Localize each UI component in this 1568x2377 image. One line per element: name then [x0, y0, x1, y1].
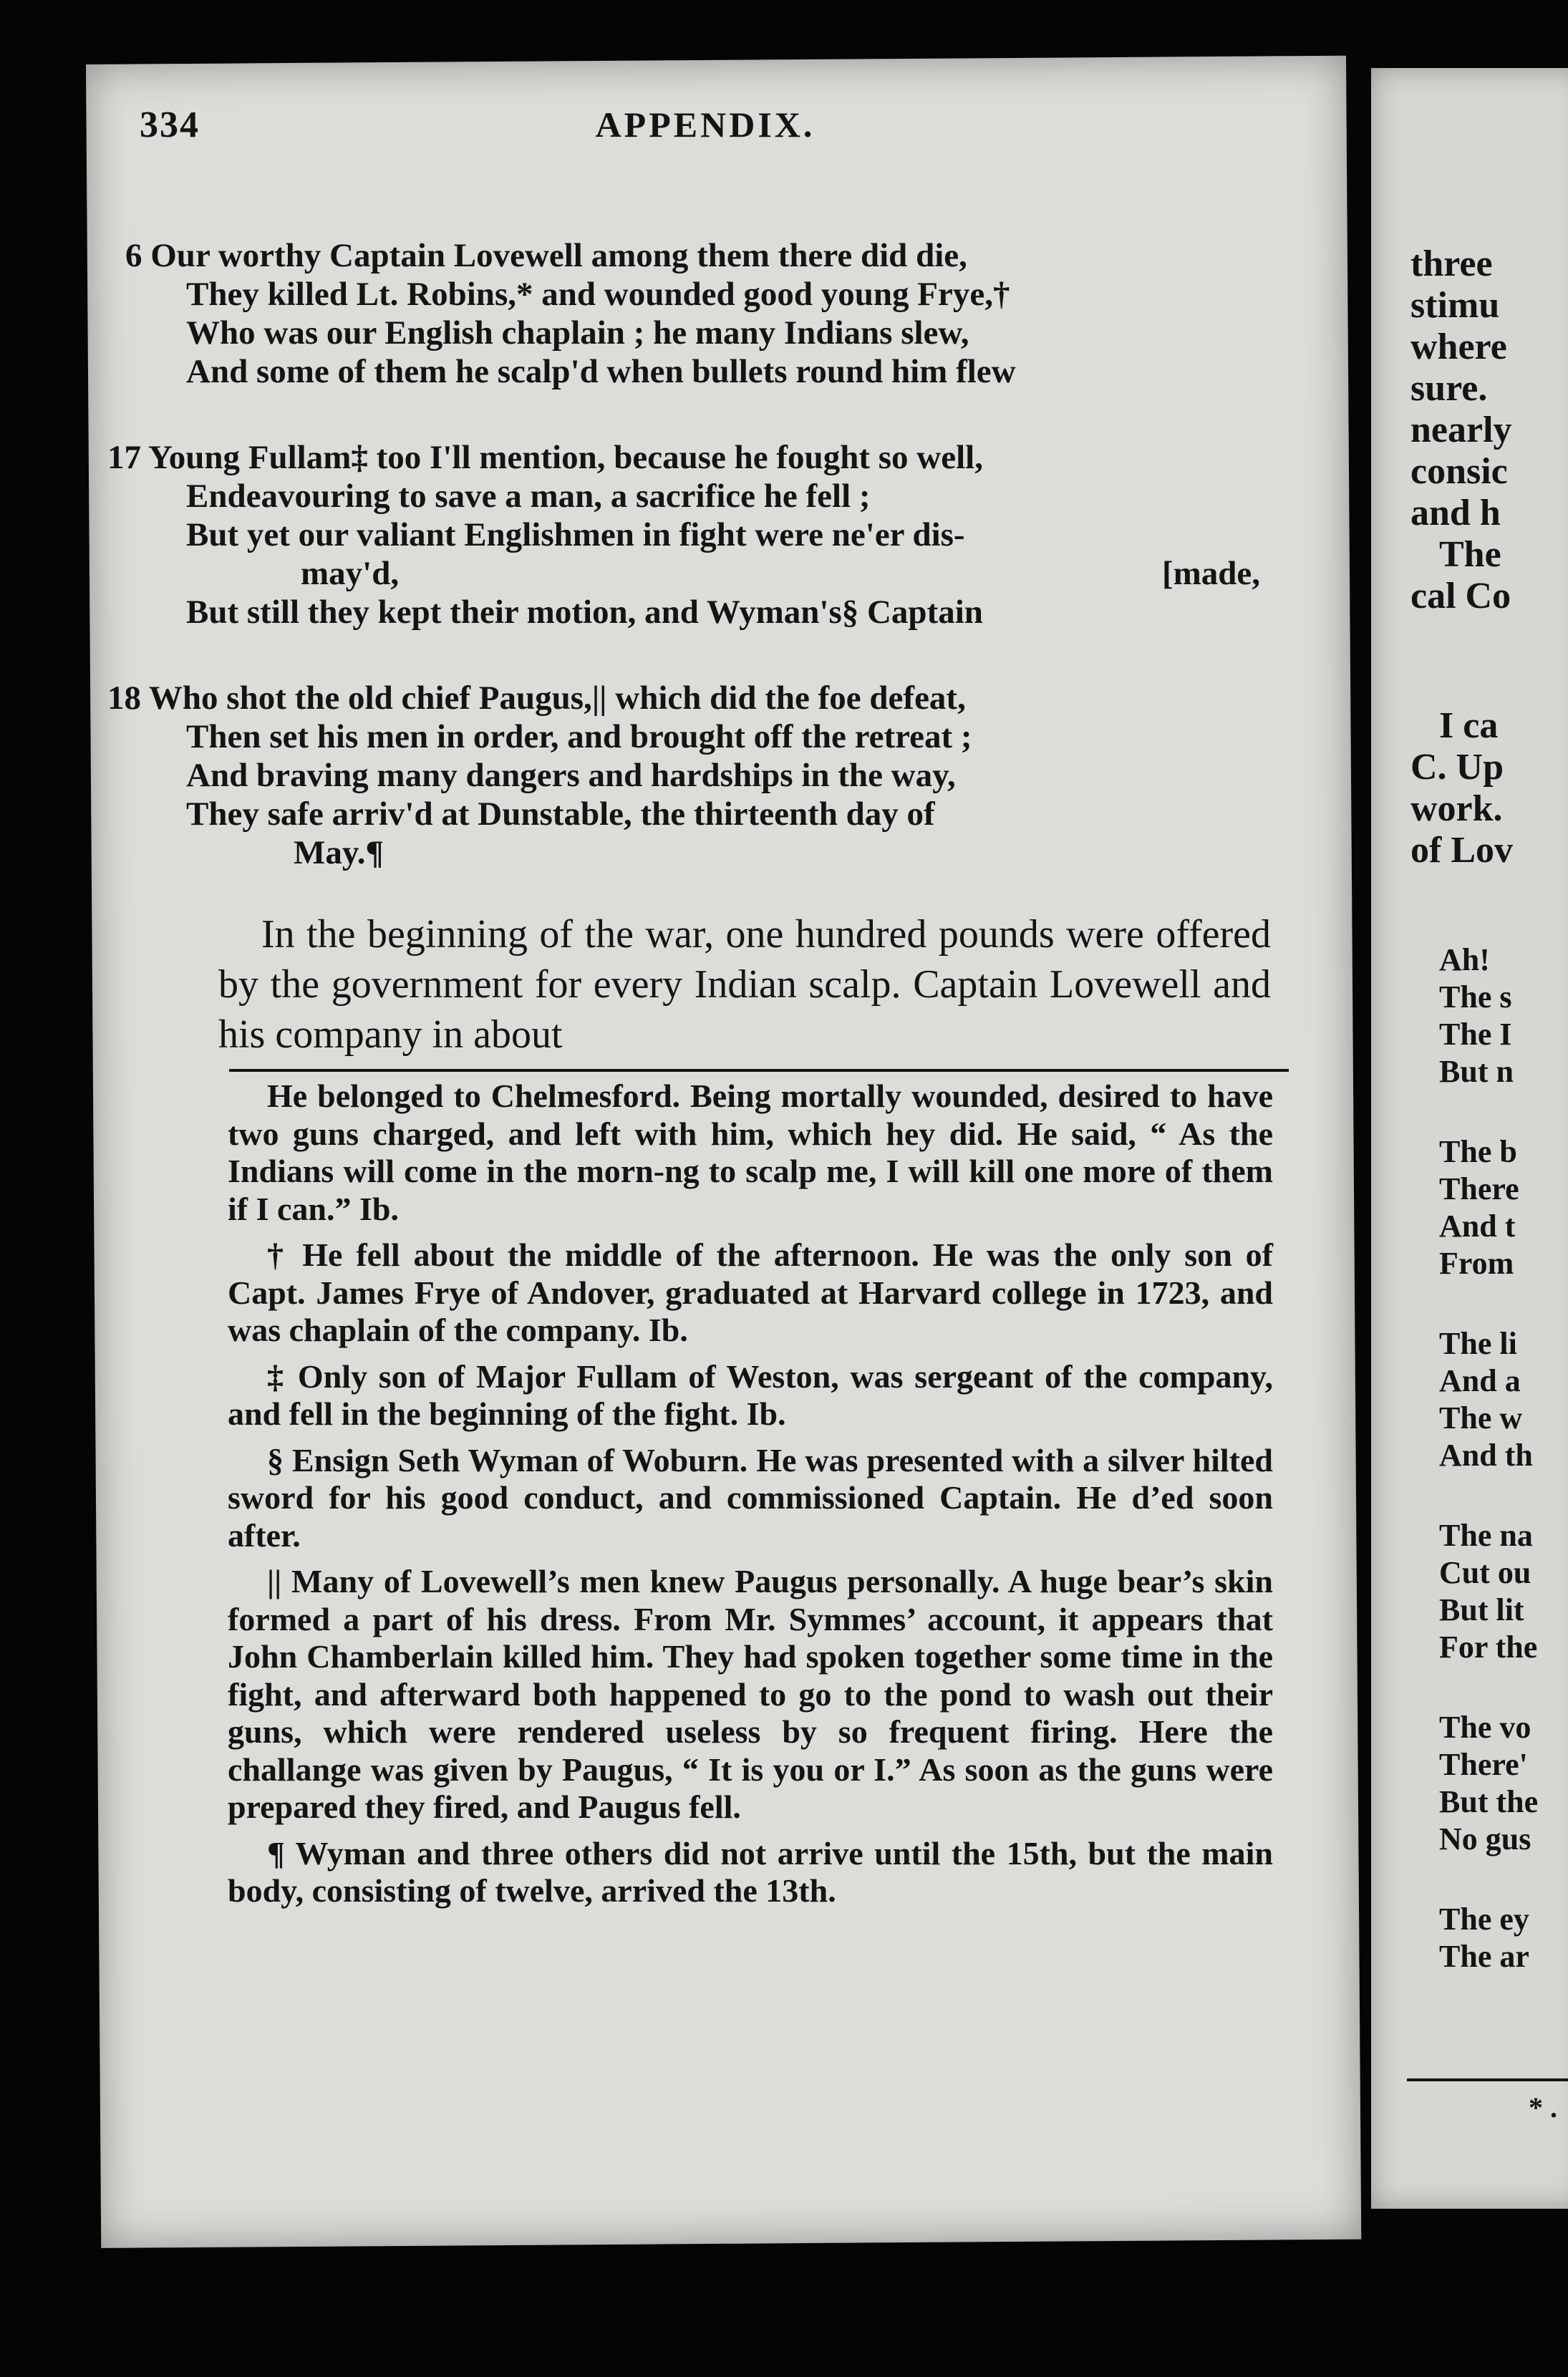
facing-line: consic [1410, 451, 1508, 492]
facing-line: The [1439, 534, 1501, 575]
facing-line: And a [1439, 1363, 1521, 1398]
facing-line: The s [1439, 979, 1512, 1015]
prose-paragraph [218, 909, 1271, 1060]
facing-text-a [1385, 243, 1512, 617]
facing-line: of Lov [1410, 830, 1513, 871]
facing-line: three [1410, 243, 1493, 284]
facing-line: There' [1439, 1747, 1528, 1782]
facing-line: The vo [1439, 1710, 1531, 1745]
verse-line: may'd, [301, 555, 400, 592]
footnotes [228, 1078, 1273, 1919]
page-number: 334 [140, 105, 200, 145]
facing-footnote-mark: * . [1529, 2091, 1557, 2124]
facing-line: And t [1439, 1209, 1516, 1244]
verse-line: But yet our valiant Englishmen in fight were ne'er dis- [186, 516, 965, 553]
facing-line: Ah! [1439, 942, 1490, 977]
verse-line: But still they kept their motion, and Wyman's§ Captain [186, 594, 983, 631]
facing-footnote-rule [1407, 2078, 1568, 2081]
verse-17 [107, 438, 1282, 631]
facing-text-c [1414, 941, 1538, 1975]
verse-number: 6 [125, 237, 142, 274]
facing-line: cal Co [1410, 576, 1511, 616]
facing-line: From [1439, 1246, 1514, 1281]
footnote: He belonged to Chelmesford. Being mortally wounded, desired to have two guns charged, and left with him, which hey did. He said, “ As the Indians will come in the morn-ng to scalp me, I will kill one more of them if I can.” Ib. [228, 1078, 1273, 1227]
facing-line: work. [1410, 788, 1503, 829]
verse-line: May.¶ [294, 834, 384, 871]
facing-line: The ey [1439, 1902, 1529, 1937]
verse-line: And some of them he scalp'd when bullets round him flew [186, 353, 1016, 390]
facing-line: sure. [1410, 368, 1488, 409]
facing-line: Cut ou [1439, 1555, 1531, 1590]
prose-text: In the beginning of the war, one hundred pounds were offered by the government for every Indian scalp. Captain Lovewell and his company in about [218, 912, 1271, 1057]
verse-line: [made, [1161, 555, 1260, 592]
facing-line: And th [1439, 1438, 1533, 1473]
facing-line: The w [1439, 1400, 1523, 1436]
running-head: APPENDIX. [595, 105, 816, 145]
facing-line: where [1410, 326, 1507, 367]
verse-line: Young Fullam‡ too I'll mention, because he fought so well, [148, 439, 983, 476]
facing-line: nearly [1410, 410, 1512, 450]
facing-line: stimu [1410, 285, 1500, 326]
facing-line: But n [1439, 1054, 1514, 1089]
verse-6 [125, 236, 1282, 391]
page-header [140, 104, 1271, 154]
facing-line: C. Up [1410, 747, 1504, 788]
facing-line: The na [1439, 1518, 1533, 1553]
footnote: ‡ Only son of Major Fullam of Weston, was sergeant of the company, and fell in the beginning of the fight. Ib. [228, 1357, 1273, 1432]
verse-number: 18 [107, 679, 141, 717]
verse-line: Who was our English chaplain ; he many Indians slew, [186, 314, 969, 352]
footnote: § Ensign Seth Wyman of Woburn. He was presented with a silver hilted sword for his good conduct, and commissioned Captain. He d’ed soon after. [228, 1441, 1273, 1554]
facing-line: But the [1439, 1784, 1539, 1819]
facing-line: For the [1439, 1630, 1538, 1665]
verse-line: Then set his men in order, and brought off the retreat ; [186, 718, 972, 755]
facing-line: But lit [1439, 1592, 1524, 1627]
verse-line: Our worthy Captain Lovewell among them there did die, [150, 237, 967, 274]
right-page [1371, 68, 1568, 2209]
footnote-divider [229, 1069, 1289, 1072]
verse-line: They killed Lt. Robins,* and wounded good young Frye,† [186, 276, 1010, 313]
verse-number: 17 [107, 439, 141, 476]
facing-line: The b [1439, 1134, 1517, 1169]
facing-line: I ca [1439, 705, 1499, 746]
facing-line: The li [1439, 1326, 1517, 1361]
footnote: † He fell about the middle of the afternoon. He was the only son of Capt. James Frye of Andover, graduated at Harvard college in 1723, and was chaplain of the company. Ib. [228, 1236, 1273, 1348]
facing-line: No gus [1439, 1821, 1531, 1856]
facing-line: The ar [1439, 1939, 1529, 1974]
verse-18 [107, 679, 1282, 872]
facing-text-b [1385, 705, 1513, 871]
facing-line: There [1439, 1171, 1519, 1206]
verse-line: Who shot the old chief Paugus,|| which did the foe defeat, [148, 679, 966, 717]
verse-line: And braving many dangers and hardships in the way, [186, 757, 956, 794]
footnote: || Many of Lovewell’s men knew Paugus personally. A huge bear’s skin formed a part of his dress. From Mr. Symmes’ account, it appears that John Chamberlain killed him. They had spoken together some time in the fight, and afterward both happened to go to the pond to wash out their guns, which were rendered useless by so frequent firing. Here the challange was given by Paugus, “ It is you or I.” As soon as the guns were prepared they fired, and Paugus fell. [228, 1563, 1273, 1825]
facing-line: and h [1410, 493, 1501, 533]
facing-line: The I [1439, 1017, 1512, 1052]
verse-line: They safe arriv'd at Dunstable, the thirteenth day of [186, 795, 935, 833]
verse-line: Endeavouring to save a man, a sacrifice he fell ; [186, 478, 871, 515]
footnote: ¶ Wyman and three others did not arrive until the 15th, but the main body, consisting of twelve, arrived the 13th. [228, 1834, 1273, 1909]
